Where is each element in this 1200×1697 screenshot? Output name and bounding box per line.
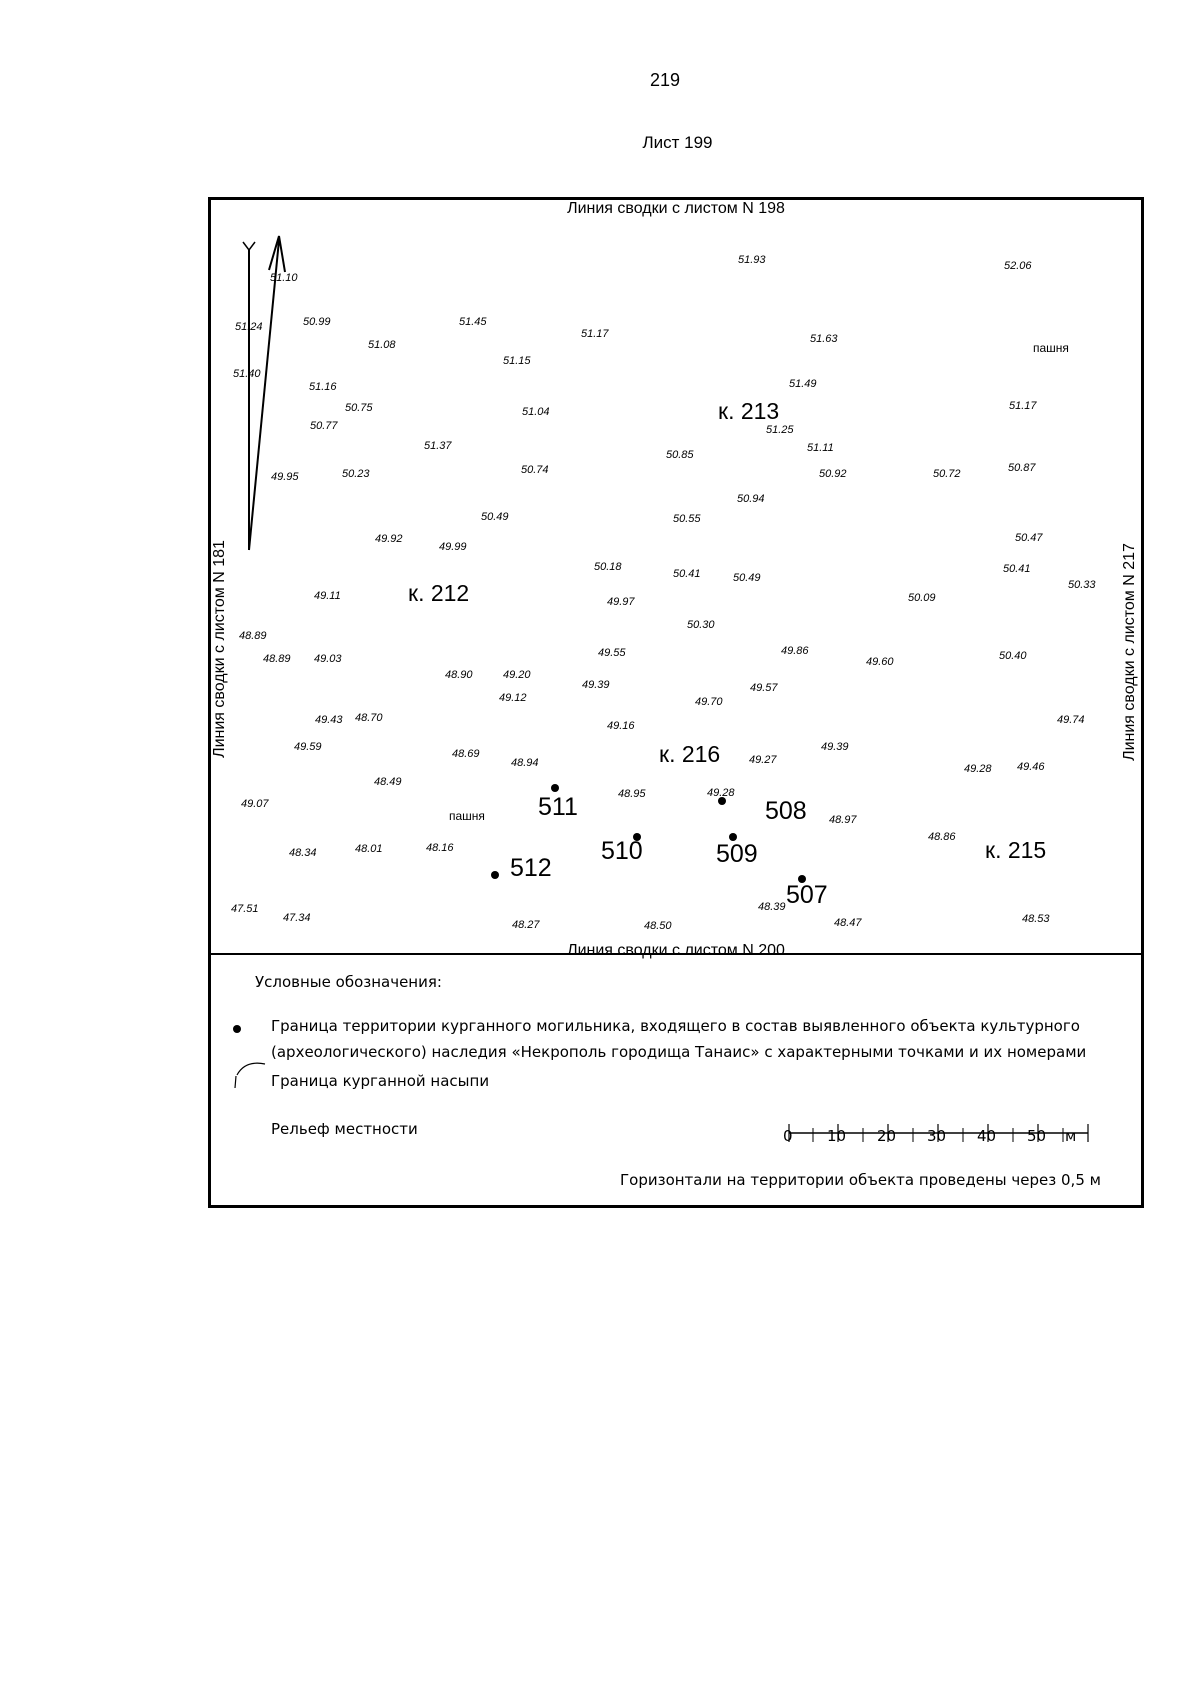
elevation-mark: 51.15 xyxy=(503,355,531,367)
elevation-mark: 48.97 xyxy=(829,814,857,826)
elevation-mark: 49.46 xyxy=(1017,761,1045,773)
elevation-mark: 49.60 xyxy=(866,656,894,668)
elevation-mark: 50.49 xyxy=(733,572,761,584)
elevation-mark: 48.69 xyxy=(452,748,480,760)
elevation-mark: 50.77 xyxy=(310,420,338,432)
elevation-mark: 49.99 xyxy=(439,541,467,553)
elevation-mark: 50.49 xyxy=(481,511,509,523)
elevation-mark: 50.47 xyxy=(1015,532,1043,544)
elevation-mark: 49.03 xyxy=(314,653,342,665)
elevation-mark: 48.34 xyxy=(289,847,317,859)
elevation-mark: 52.06 xyxy=(1004,260,1032,272)
mound-label: к. 212 xyxy=(408,580,470,606)
legend-mound-symbol xyxy=(237,1063,265,1075)
scale-label: 20 xyxy=(877,1127,897,1145)
elevation-mark: 50.40 xyxy=(999,650,1027,662)
elevation-mark: 48.70 xyxy=(355,712,383,724)
legend-title: Условные обозначения: xyxy=(255,973,442,991)
elevation-mark: 51.11 xyxy=(807,442,834,454)
scale-unit: м xyxy=(1065,1127,1077,1145)
elevation-mark: 49.39 xyxy=(821,741,849,753)
elevation-mark: 50.87 xyxy=(1008,462,1036,474)
scale-label: 10 xyxy=(827,1127,847,1145)
elevation-mark: 48.16 xyxy=(426,842,454,854)
elevation-mark: 51.40 xyxy=(233,368,261,380)
scale-label: 50 xyxy=(1027,1127,1047,1145)
mound-label: к. 216 xyxy=(659,741,721,767)
elevation-mark: 51.10 xyxy=(270,272,298,284)
elevation-mark: 51.17 xyxy=(1009,400,1037,412)
north-line-tick xyxy=(243,242,255,250)
elevation-mark: 50.30 xyxy=(687,619,715,631)
elevation-mark: 50.41 xyxy=(673,568,701,580)
field-label: пашня xyxy=(449,809,485,823)
scale-label: 40 xyxy=(977,1127,997,1145)
point-label: 511 xyxy=(538,793,578,821)
elevation-mark: 51.25 xyxy=(766,424,794,436)
elevation-mark: 48.01 xyxy=(355,843,383,855)
elevation-mark: 49.43 xyxy=(315,714,343,726)
legend-boundary-line2: (археологического) наследия «Некрополь городища Танаис» с характерными точками и их номерами xyxy=(271,1043,1087,1061)
sheet-title: Лист 199 xyxy=(642,133,713,152)
elevation-mark: 50.92 xyxy=(819,468,847,480)
point-label: 508 xyxy=(765,797,807,825)
elevation-mark: 50.99 xyxy=(303,316,331,328)
edge-label-top: Линия сводки с листом N 198 xyxy=(567,200,785,217)
elevation-mark: 49.86 xyxy=(781,645,809,657)
edge-label-bottom: Линия сводки с листом N 200 xyxy=(567,942,785,959)
edge-label-left: Линия сводки с листом N 181 xyxy=(210,540,228,758)
elevation-mark: 51.08 xyxy=(368,339,396,351)
elevation-mark: 49.27 xyxy=(749,754,777,766)
elevation-mark: 51.37 xyxy=(424,440,452,452)
elevation-mark: 49.11 xyxy=(314,590,341,602)
point-label: 509 xyxy=(716,840,758,868)
mound-label: к. 215 xyxy=(985,837,1047,863)
legend-boundary-line1: Граница территории курганного могильника, входящего в состав выявленного объекта культурного xyxy=(271,1017,1080,1035)
boundary-point-512 xyxy=(491,871,499,879)
scale-label: 0 xyxy=(783,1127,793,1145)
elevation-mark: 50.72 xyxy=(933,468,961,480)
point-label: 507 xyxy=(786,881,828,909)
legend-mound-boundary: Граница курганной насыпи xyxy=(271,1072,490,1090)
elevation-mark: 48.90 xyxy=(445,669,473,681)
point-label: 512 xyxy=(510,854,552,882)
elevation-mark: 51.45 xyxy=(459,316,487,328)
elevation-mark: 48.94 xyxy=(511,757,539,769)
elevation-mark: 51.17 xyxy=(581,328,609,340)
elevation-mark: 50.55 xyxy=(673,513,701,525)
elevation-mark: 49.12 xyxy=(499,692,527,704)
page-number: 219 xyxy=(649,70,681,90)
elevation-mark: 51.49 xyxy=(789,378,817,390)
elevation-mark: 47.51 xyxy=(231,903,259,915)
elevation-mark: 51.04 xyxy=(522,406,550,418)
elevation-mark: 50.75 xyxy=(345,402,373,414)
mound-label: к. 213 xyxy=(718,398,780,424)
elevation-mark: 48.49 xyxy=(374,776,402,788)
boundary-point-511 xyxy=(551,784,559,792)
elevation-mark: 50.74 xyxy=(521,464,549,476)
elevation-mark: 50.94 xyxy=(737,493,765,505)
elevation-mark: 49.28 xyxy=(964,763,992,775)
elevation-mark: 49.20 xyxy=(503,669,531,681)
elevation-mark: 49.57 xyxy=(750,682,778,694)
elevation-mark: 47.34 xyxy=(283,912,311,924)
elevation-mark: 48.50 xyxy=(644,920,672,932)
elevation-mark: 51.24 xyxy=(235,321,263,333)
elevation-mark: 49.92 xyxy=(375,533,403,545)
map-frame xyxy=(208,197,1144,1208)
edge-label-right: Линия сводки с листом N 217 xyxy=(1120,543,1138,761)
elevation-mark: 48.27 xyxy=(512,919,540,931)
point-label: 510 xyxy=(601,837,643,865)
elevation-mark: 49.74 xyxy=(1057,714,1085,726)
field-label: пашня xyxy=(1033,341,1069,355)
elevation-mark: 49.55 xyxy=(598,647,626,659)
elevation-mark: 48.89 xyxy=(239,630,267,642)
elevation-mark: 50.33 xyxy=(1068,579,1096,591)
elevation-mark: 51.63 xyxy=(810,333,838,345)
elevation-mark: 50.09 xyxy=(908,592,936,604)
north-arrow xyxy=(249,240,279,550)
elevation-mark: 49.16 xyxy=(607,720,635,732)
legend-relief: Рельеф местности xyxy=(271,1120,418,1138)
elevation-mark: 49.59 xyxy=(294,741,322,753)
scale-label: 30 xyxy=(927,1127,947,1145)
elevation-mark: 48.89 xyxy=(263,653,291,665)
elevation-mark: 49.70 xyxy=(695,696,723,708)
elevation-mark: 49.97 xyxy=(607,596,635,608)
elevation-mark: 49.39 xyxy=(582,679,610,691)
elevation-mark: 48.47 xyxy=(834,917,862,929)
elevation-mark: 50.85 xyxy=(666,449,694,461)
elevation-mark: 50.18 xyxy=(594,561,622,573)
elevation-mark: 48.53 xyxy=(1022,913,1050,925)
elevation-mark: 48.95 xyxy=(618,788,646,800)
elevation-mark: 49.07 xyxy=(241,798,269,810)
elevation-mark: 49.95 xyxy=(271,471,299,483)
elevation-mark: 51.16 xyxy=(309,381,337,393)
elevation-mark: 48.39 xyxy=(758,901,786,913)
elevation-mark: 50.41 xyxy=(1003,563,1031,575)
elevation-mark: 49.28 xyxy=(707,787,735,799)
elevation-mark: 48.86 xyxy=(928,831,956,843)
legend-point-symbol xyxy=(233,1025,241,1033)
elevation-mark: 50.23 xyxy=(342,468,370,480)
legend-contours-note: Горизонтали на территории объекта проведены через 0,5 м xyxy=(620,1171,1101,1189)
elevation-mark: 51.93 xyxy=(738,254,766,266)
